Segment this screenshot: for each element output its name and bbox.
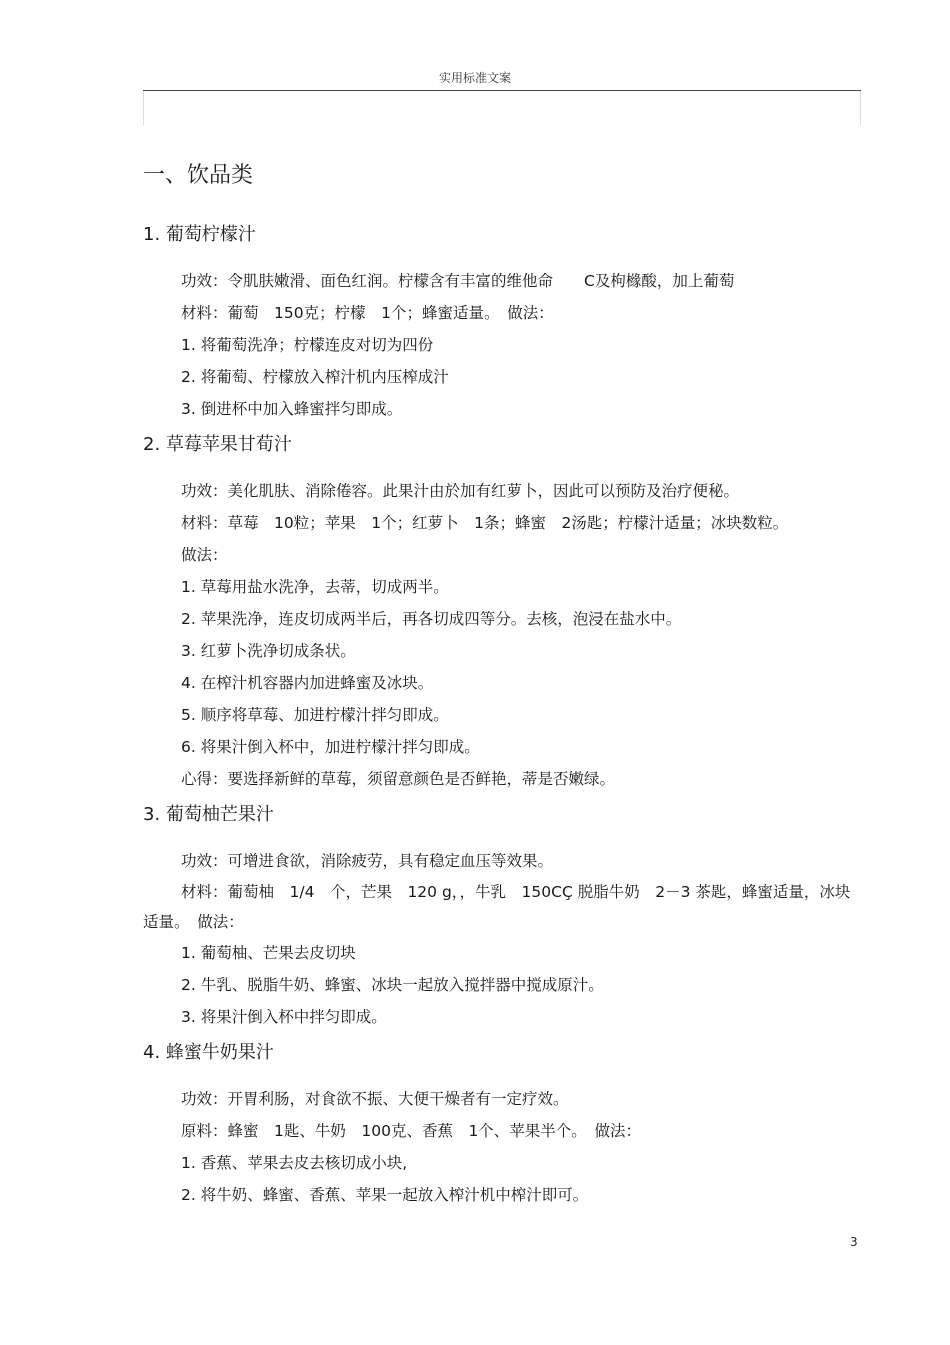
recipe-line: 材料：葡萄 150克；柠檬 1个；蜂蜜适量。 做法： (181, 304, 554, 322)
document-body (143, 152, 858, 1213)
recipe-line: 原料：蜂蜜 1匙、牛奶 100克、香蕉 1个、苹果半个。 做法： (181, 1122, 642, 1140)
category-title: 一、饮品类 (143, 163, 254, 188)
recipe-step: 1. 将葡萄洗净；柠檬连皮对切为四份 (181, 336, 434, 354)
recipe-line: 功效：可增进食欲，消除疲劳，具有稳定血压等效果。 (181, 852, 554, 870)
recipe-line: 功效：开胃利肠，对食欲不振、大便干燥者有一定疗效。 (181, 1090, 569, 1108)
recipe-step: 1. 香蕉、苹果去皮去核切成小块, (181, 1154, 408, 1172)
recipe-step: 2. 牛乳、脱脂牛奶、蜂蜜、冰块一起放入搅拌器中搅成原汁。 (181, 976, 604, 994)
recipe-step: 5. 顺序将草莓、加进柠檬汁拌匀即成。 (181, 706, 449, 724)
recipe-step: 3. 红萝卜洗净切成条状。 (181, 642, 356, 660)
recipe-section (143, 223, 858, 425)
margin-mark-right (860, 91, 861, 125)
recipe-section (143, 803, 858, 1033)
page-number: 3 (850, 1235, 858, 1249)
recipe-line: 功效：美化肌肤、消除倦容。此果汁由於加有红萝卜，因此可以预防及治疗便秘。 (181, 482, 740, 500)
recipe-title: 3. 葡萄柚芒果汁 (143, 804, 274, 825)
recipe-title: 1. 葡萄柠檬汁 (143, 224, 256, 245)
recipe-note: 心得：要选择新鲜的草莓，须留意颜色是否鲜艳，蒂是否嫩绿。 (181, 770, 616, 788)
recipe-title: 2. 草莓苹果甘荀汁 (143, 434, 292, 455)
recipe-section (143, 1041, 858, 1211)
recipe-section (143, 433, 858, 795)
running-header: 实用标准文案 (438, 71, 511, 85)
recipe-step: 2. 将葡萄、柠檬放入榨汁机内压榨成汁 (181, 368, 449, 386)
recipe-step: 3. 倒进杯中加入蜂蜜拌匀即成。 (181, 400, 403, 418)
recipe-line: 功效：令肌肤嫩滑、面色红润。柠檬含有丰富的维他命 C及枸橼酸，加上葡萄 (181, 272, 735, 290)
recipe-step: 2. 将牛奶、蜂蜜、香蕉、苹果一起放入榨汁机中榨汁即可。 (181, 1186, 589, 1204)
header-rule (143, 90, 861, 91)
recipe-step: 2. 苹果洗净，连皮切成两半后，再各切成四等分。去核，泡浸在盐水中。 (181, 610, 682, 628)
recipe-title: 4. 蜂蜜牛奶果汁 (143, 1042, 274, 1063)
recipe-step: 4. 在榨汁机容器内加进蜂蜜及冰块。 (181, 674, 434, 692)
recipe-step: 1. 草莓用盐水洗净，去蒂，切成两半。 (181, 578, 449, 596)
recipe-step: 1. 葡萄柚、芒果去皮切块 (181, 944, 356, 962)
recipe-step: 6. 将果汁倒入杯中，加进柠檬汁拌匀即成。 (181, 738, 480, 756)
recipe-line: 做法： (181, 546, 228, 564)
recipe-line: 材料：葡萄柚 1/4 个，芒果 120 g，，牛乳 150CÇ 脱脂牛奶 2－3 茶匙，蜂蜜适量，冰块适量。 做法： (143, 883, 851, 931)
recipe-step: 3. 将果汁倒入杯中拌匀即成。 (181, 1008, 387, 1026)
recipe-line: 材料：草莓 10粒；苹果 1个；红萝卜 1条；蜂蜜 2汤匙；柠檬汁适量；冰块数粒。 (181, 514, 789, 532)
margin-mark-left (143, 91, 144, 125)
